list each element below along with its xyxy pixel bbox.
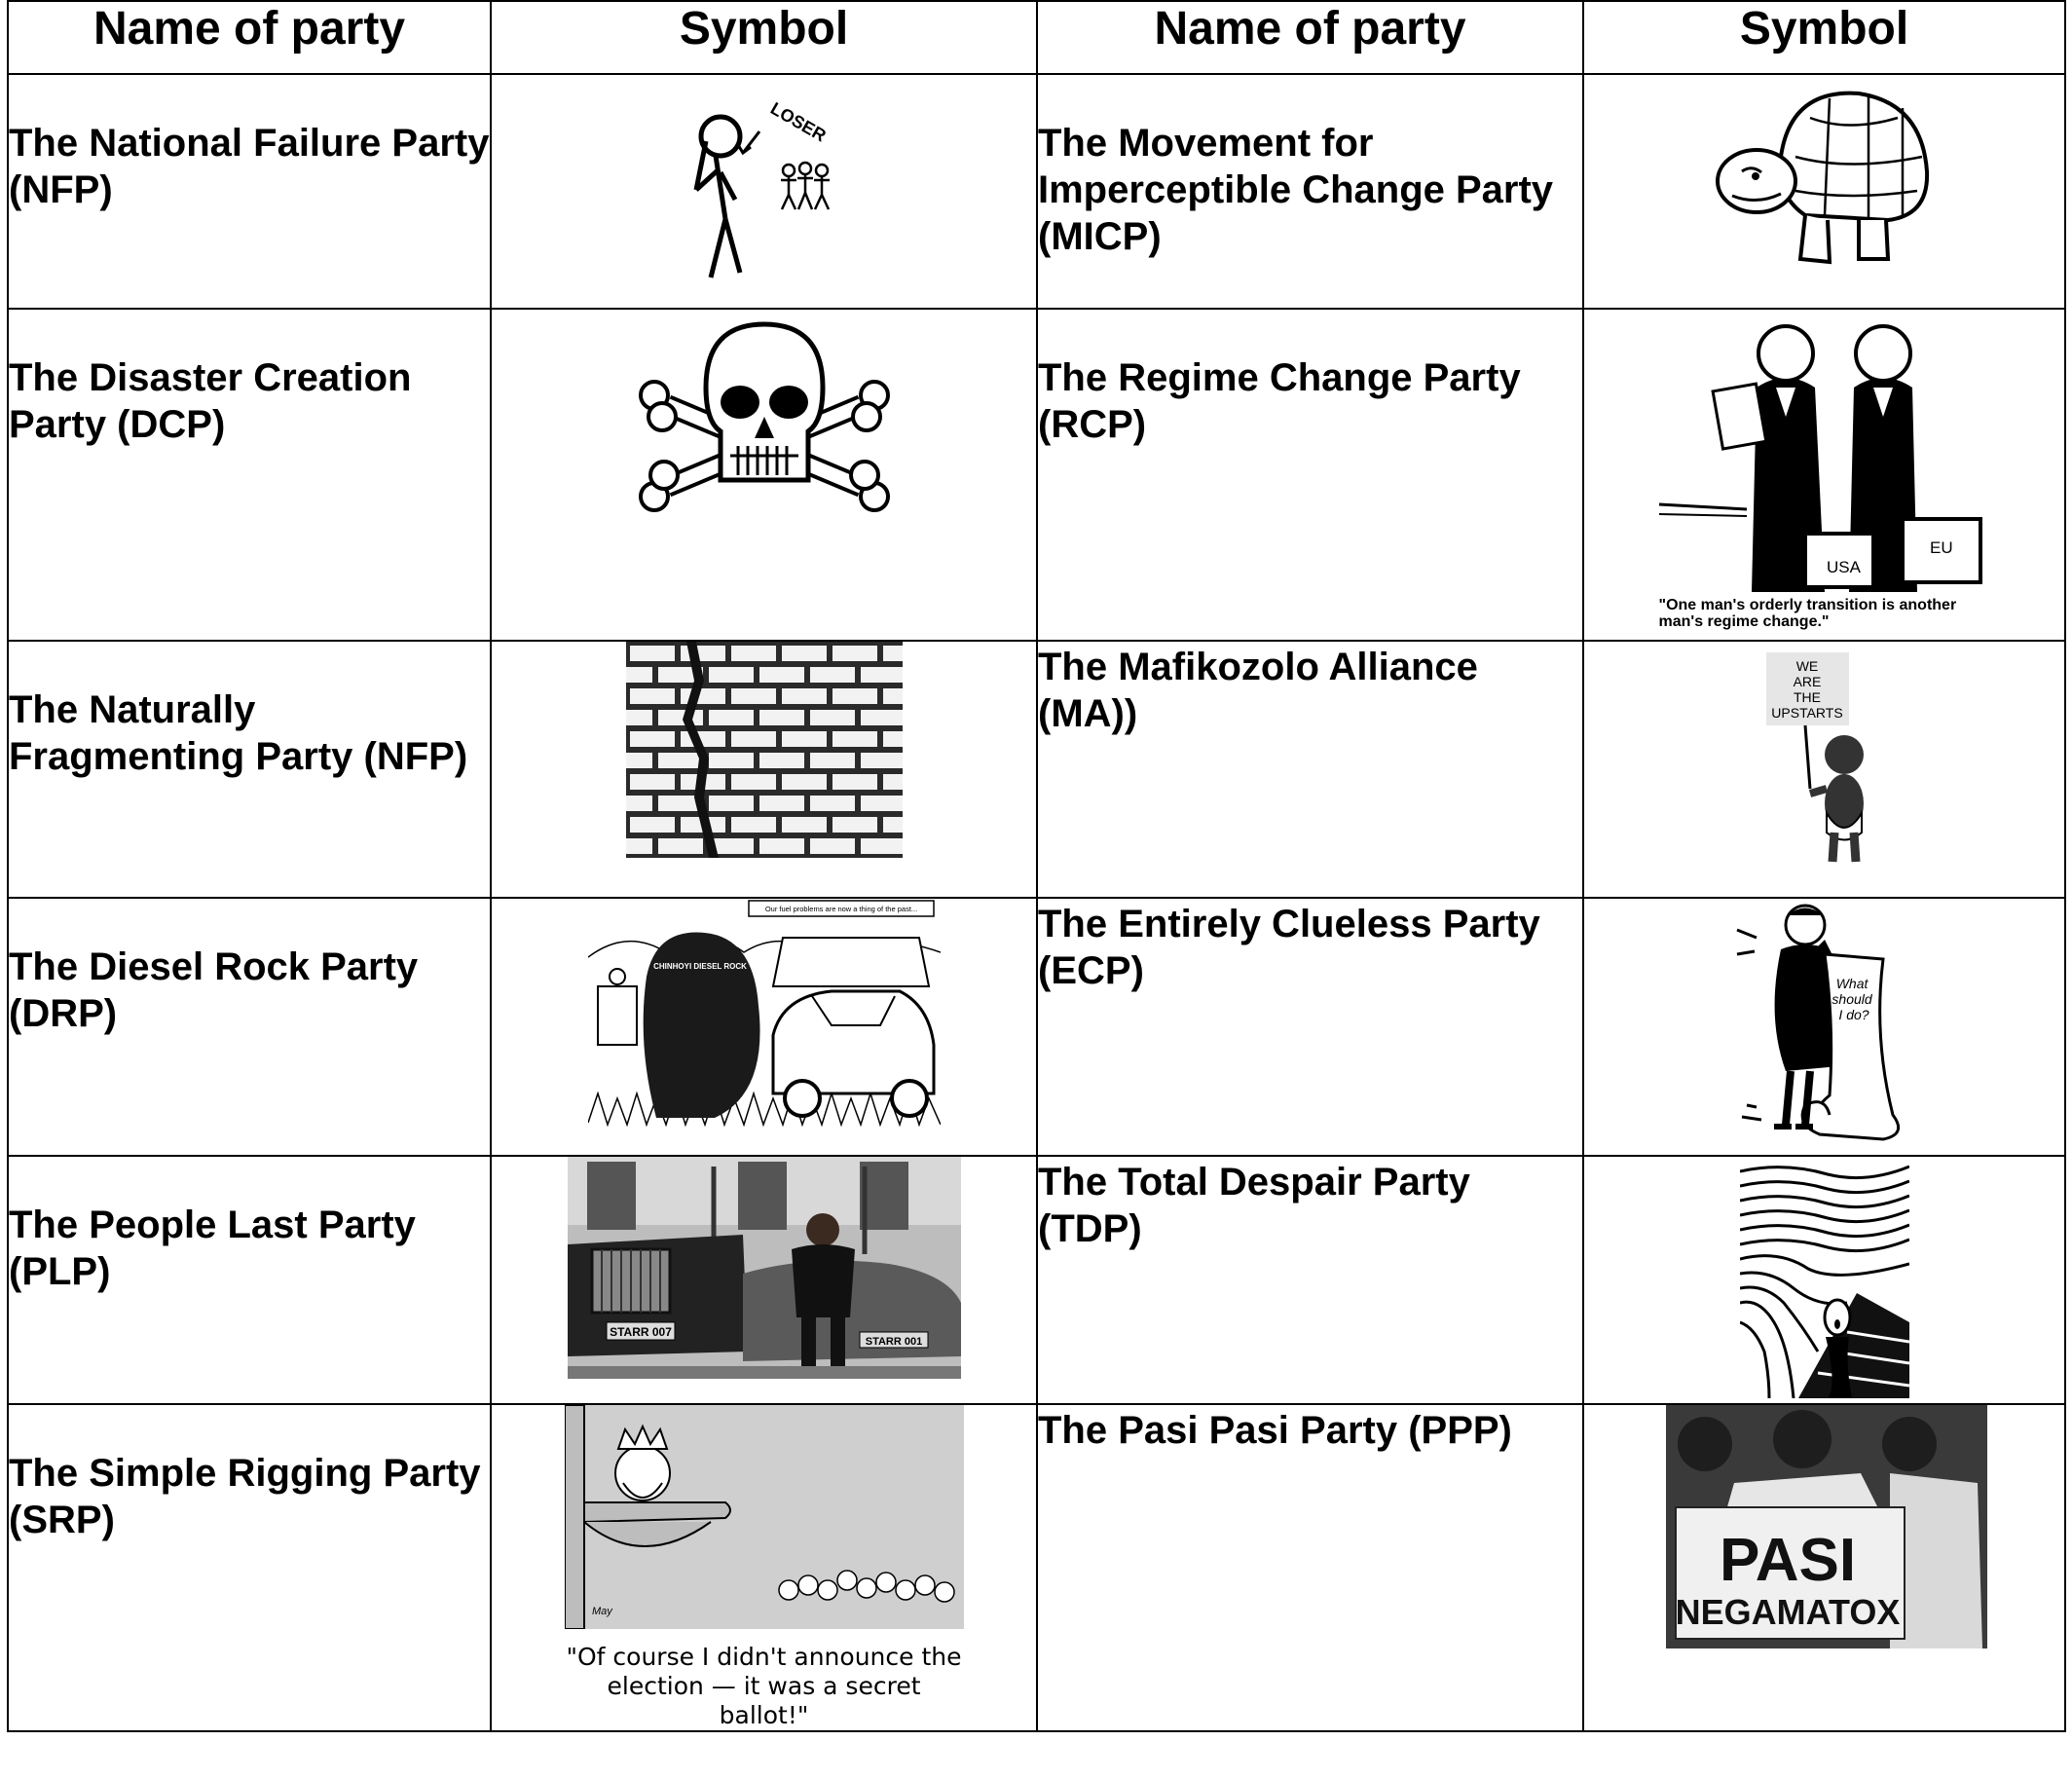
svg-text:WEARETHEUPSTARTS: WE ARE THE UPSTARTS [1770,658,1843,721]
brick [658,753,703,768]
diesel-rock-cartoon-icon [588,899,941,1132]
brick [832,731,877,747]
party-name: The Disaster Creation Party (DCP) [8,309,491,641]
luxury-cars-photo-icon [568,1157,961,1379]
table-row [8,1156,2065,1404]
header-symbol-2: Symbol [1583,1,2065,74]
brick [626,753,652,768]
svg-text:CHINHOYI DIESEL ROCK: CHINHOYI DIESEL ROCK [652,962,747,971]
brick [731,646,776,661]
brick [709,796,754,811]
svg-text:PASI: PASI [1719,1527,1857,1594]
party-symbol-cell [1583,898,2065,1156]
brick [782,688,827,704]
brick [681,688,725,704]
table-row [8,309,2065,641]
brick [731,774,776,790]
brick [861,838,903,854]
brick [832,817,877,833]
svg-text:Our fuel problems are now a th: Our fuel problems are now a thing of the past... [764,905,917,913]
brick [626,710,652,725]
party-symbol-cell [1583,1404,2065,1731]
cartoon-caption: "Of course I didn't announce the election — it was a secret ballot!" [566,1643,962,1729]
party-symbol-cell [491,74,1037,309]
party-symbol-cell [491,309,1037,641]
svg-text:What should: What should I do? [1831,976,1872,1022]
brick [883,817,903,833]
the-scream-icon [1740,1157,1909,1398]
confused-man-scroll-icon [1727,901,1922,1144]
party-name: The Mafikozolo Alliance (MA)) [1037,641,1583,898]
svg-text:STARR 001: STARR 001 [865,1336,922,1348]
header-symbol-1: Symbol [491,1,1037,74]
brick [626,796,652,811]
brick [832,774,877,790]
brick [861,667,903,683]
brick [709,753,754,768]
party-name: The People Last Party (PLP) [8,1156,491,1404]
party-name: The Total Despair Party (TDP) [1037,1156,1583,1404]
skull-crossbones-icon [633,319,896,524]
brick [810,838,855,854]
svg-text:USA: USA [1826,558,1861,576]
loser-stick-figure-icon [677,83,852,287]
cartoon-caption: "One man's orderly transition is another man's regime change." [1658,597,1957,630]
brick [883,688,903,704]
brick [883,646,903,661]
svg-text:LOSER: LOSER [766,98,830,146]
table-row [8,898,2065,1156]
party-symbol-cell [491,1156,1037,1404]
party-symbol-cell [1583,641,2065,898]
party-symbol-cell [491,641,1037,898]
header-row [8,1,2065,74]
brick [782,817,827,833]
svg-text:STARR 007: STARR 007 [609,1325,672,1339]
brick [626,838,652,854]
table-row [8,74,2065,309]
scroll-text: What [1835,976,1868,991]
brick [832,688,877,704]
party-symbol-cell [1583,309,2065,641]
brick [782,774,827,790]
protest-sign-photo-icon [1666,1405,1987,1648]
brick [658,710,703,725]
brick [759,838,804,854]
svg-text:EU: EU [1929,538,1953,557]
brick [630,731,675,747]
party-name: The Diesel Rock Party (DRP) [8,898,491,1156]
brick [810,796,855,811]
brick [861,710,903,725]
secret-ballot-cartoon-icon [565,1405,964,1629]
brick [759,753,804,768]
party-name: The Naturally Fragmenting Party (NFP) [8,641,491,898]
brick [883,774,903,790]
party-symbol-cell [1583,1156,2065,1404]
brick [810,710,855,725]
cracked-brick-wall-icon [626,642,903,858]
party-name: The Simple Rigging Party (SRP) [8,1404,491,1731]
brick [861,753,903,768]
brick [630,774,675,790]
party-name: The National Failure Party (NFP) [8,74,491,309]
party-symbol-cell [491,1404,1037,1731]
tortoise-icon [1713,79,1937,274]
brick [782,646,827,661]
svg-text:NEGAMATOX: NEGAMATOX [1675,1592,1901,1632]
party-symbol-cell [1583,74,2065,309]
brick [658,838,703,854]
svg-text:May: May [591,1606,612,1617]
brick [731,731,776,747]
brick [782,731,827,747]
party-name: The Regime Change Party (RCP) [1037,309,1583,641]
brick [626,667,652,683]
brick [810,667,855,683]
brick [832,646,877,661]
brick [731,817,776,833]
party-name: The Entirely Clueless Party (ECP) [1037,898,1583,1156]
party-name: The Movement for Imperceptible Change Party (MICP) [1037,74,1583,309]
brick [810,753,855,768]
brick [630,817,675,833]
brick [709,710,754,725]
brick [861,796,903,811]
brick [630,646,675,661]
brick [630,688,675,704]
brick [709,667,754,683]
table-row [8,1404,2065,1731]
brick [759,710,804,725]
party-symbols-table [7,0,2066,1732]
table-row [8,641,2065,898]
party-symbol-cell [491,898,1037,1156]
header-name-of-party-1: Name of party [8,1,491,74]
sign-text: UPSTARTS [1770,705,1843,721]
two-diplomats-cartoon-icon [1659,310,1990,602]
brick [681,646,725,661]
baby-with-sign-icon [1747,648,1903,871]
brick [681,731,725,747]
brick [759,796,804,811]
brick [731,688,776,704]
header-name-of-party-2: Name of party [1037,1,1583,74]
party-name: The Pasi Pasi Party (PPP) [1037,1404,1583,1731]
brick [759,667,804,683]
brick [883,731,903,747]
